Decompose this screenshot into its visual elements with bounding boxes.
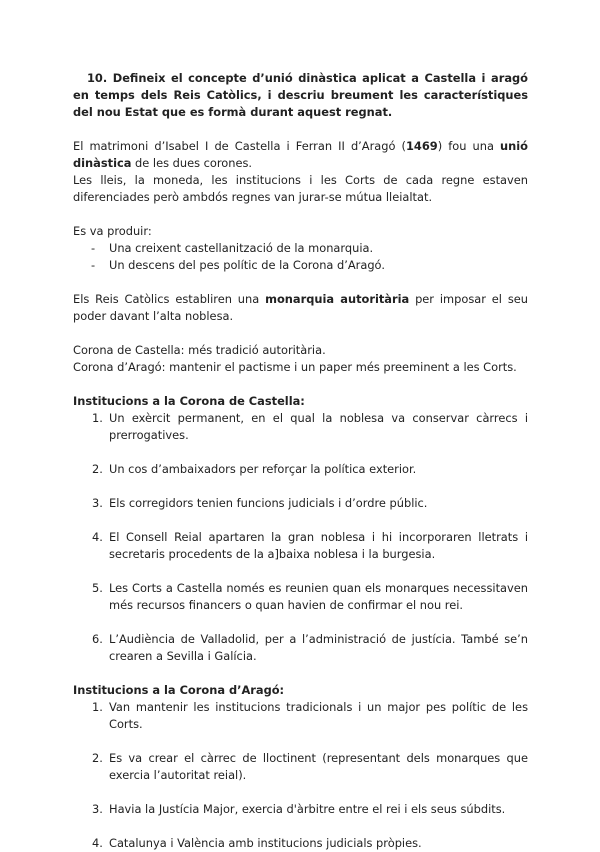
item-number: 6. <box>92 632 103 646</box>
list-item <box>92 801 528 818</box>
list-item <box>92 495 528 512</box>
item-number: 1. <box>92 700 103 714</box>
monarchy-text-end: per imposar el seu poder davant l’alta noblesa. <box>73 292 528 323</box>
intro-text-end: de les dues corones. <box>131 156 253 170</box>
item-text: Un exèrcit permanent, en el qual la noblesa va conservar càrrecs i prerrogatives. <box>109 411 528 442</box>
list-item <box>92 631 528 665</box>
item-text: Un cos d’ambaixadors per reforçar la política exterior. <box>109 462 417 476</box>
question-heading: 10. Defineix el concepte d’unió dinàstica aplicat a Castella i aragó en temps dels Reis Catòlics, i descriu breument les característiques del nou Estat que es formà durant aquest regnat. <box>73 71 528 119</box>
produced-label: Es va produir: <box>73 224 152 238</box>
monarchy-text-start: Els Reis Catòlics establiren una <box>73 292 266 306</box>
item-text: Es va crear el càrrec de lloctinent (representant dels monarques que exercia l’autoritat reial). <box>109 751 528 782</box>
list-item: - Una creixent castellanització de la monarquia. <box>91 240 528 257</box>
produced-list <box>73 240 528 274</box>
list-item <box>92 580 528 614</box>
list-item <box>92 529 528 563</box>
item-number: 3. <box>92 496 103 510</box>
item-text: L’Audiència de Valladolid, per a l’administració de justícia. També se’n crearen a Sevilla i Galícia. <box>109 632 528 663</box>
castella-institutions-list <box>73 410 528 665</box>
item-text: Havia la Justícia Major, exercia d'àrbitre entre el rei i els seus súbdits. <box>109 802 506 816</box>
item-number: 4. <box>92 836 103 850</box>
item-number: 2. <box>92 462 103 476</box>
spacer <box>73 376 528 393</box>
list-item: - Un descens del pes polític de la Corona d’Aragó. <box>91 257 528 274</box>
monarchy-key-term: monarquia autoritària <box>265 292 410 306</box>
item-number: 5. <box>92 581 103 595</box>
intro-text-mid: ) fou una <box>437 139 501 153</box>
list-item <box>92 750 528 784</box>
list-item <box>92 835 528 852</box>
item-number: 3. <box>92 802 103 816</box>
arago-institutions-list <box>73 699 528 852</box>
spacer <box>73 325 528 342</box>
item-text: Les Corts a Castella només es reunien quan els monarques necessitaven més recursos financers o quan havien de confirmar el nou rei. <box>109 581 528 612</box>
arago-section-title: Institucions a la Corona d’Aragó: <box>73 683 285 697</box>
intro-paragraph <box>73 138 528 172</box>
item-number: 1. <box>92 411 103 425</box>
intro-year: 1469 <box>406 139 438 153</box>
item-text: Catalunya i València amb institucions judicials pròpies. <box>109 836 422 850</box>
intro-paragraph-2: Les lleis, la moneda, les institucions i les Corts de cada regne estaven diferenciades però ambdós regnes van jurar-se mútua lleialtat. <box>73 173 528 204</box>
spacer <box>73 274 528 291</box>
list-item <box>92 410 528 444</box>
list-item <box>92 699 528 733</box>
item-text: El Consell Reial apartaren la gran noblesa i hi incorporaren lletrats i secretaris procedents de la a]baixa noblesa i la burgesia. <box>109 530 528 561</box>
item-number: 4. <box>92 530 103 544</box>
intro-text-start: El matrimoni d’Isabel I de Castella i Ferran II d’Aragó ( <box>73 139 406 153</box>
crown-castella-line: Corona de Castella: més tradició autoritària. <box>73 343 326 357</box>
item-text: Van mantenir les institucions tradicionals i un major pes polític de les Corts. <box>109 700 528 731</box>
list-item <box>92 461 528 478</box>
item-text: Els corregidors tenien funcions judicials i d’ordre públic. <box>109 496 428 510</box>
castella-section-title: Institucions a la Corona de Castella: <box>73 394 305 408</box>
item-number: 2. <box>92 751 103 765</box>
monarchy-paragraph <box>73 291 528 325</box>
spacer <box>73 206 528 223</box>
crown-arago-line: Corona d’Aragó: mantenir el pactisme i un paper més preeminent a les Corts. <box>73 360 517 374</box>
intro-key-term: unió dinàstica <box>73 139 528 170</box>
